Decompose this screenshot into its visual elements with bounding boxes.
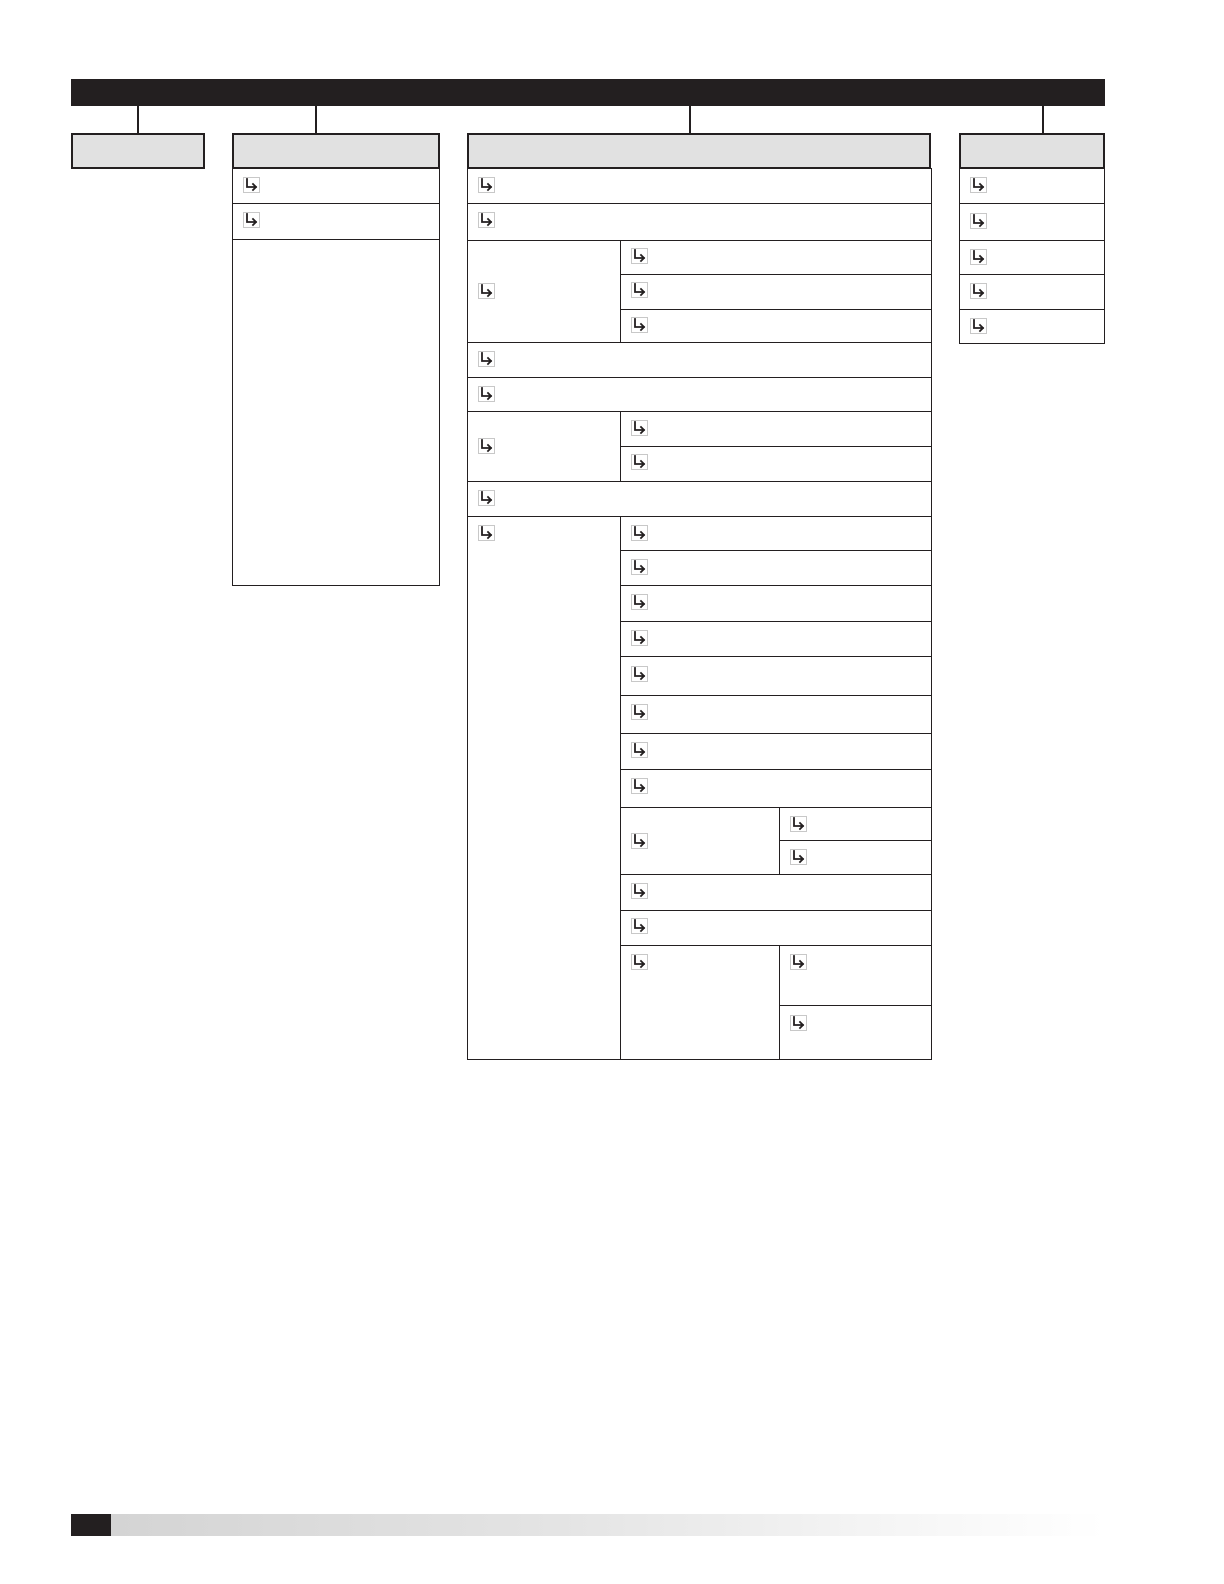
sub-row-divider (620, 910, 932, 911)
footer-gradient-band (111, 1514, 1105, 1536)
row-divider (232, 203, 440, 204)
row-divider (959, 309, 1105, 310)
sub-column-divider (620, 516, 621, 1060)
return-arrow-icon (790, 1015, 807, 1031)
return-arrow-icon (631, 666, 648, 682)
sub-row-divider (620, 945, 932, 946)
return-arrow-icon (478, 283, 495, 299)
menu-tree-top-bar (71, 79, 1105, 106)
column-3-header (467, 133, 931, 169)
sub-row-divider (620, 874, 932, 875)
sub-row-divider (620, 585, 932, 586)
return-arrow-icon (790, 816, 807, 832)
sub-row-divider (620, 621, 932, 622)
row-divider (467, 481, 932, 482)
return-arrow-icon (631, 525, 648, 541)
column-1-header (71, 133, 205, 169)
return-arrow-icon (478, 177, 495, 193)
return-arrow-icon (970, 177, 987, 193)
row-divider (467, 377, 932, 378)
sub-row-divider (620, 550, 932, 551)
column-3-panel (467, 168, 932, 1060)
return-arrow-icon (631, 559, 648, 575)
column-4-header (959, 133, 1105, 169)
return-arrow-icon (631, 742, 648, 758)
sub-sub-column-divider (779, 945, 780, 1060)
return-arrow-icon (478, 351, 495, 367)
sub-row-divider (620, 695, 932, 696)
sub-column-divider (620, 240, 621, 342)
sub-row-divider (620, 769, 932, 770)
return-arrow-icon (631, 833, 648, 849)
return-arrow-icon (478, 525, 495, 541)
sub-row-divider (620, 446, 932, 447)
return-arrow-icon (631, 918, 648, 934)
connector-col-4 (1042, 106, 1044, 133)
return-arrow-icon (631, 454, 648, 470)
sub-row-divider (620, 807, 932, 808)
return-arrow-icon (631, 778, 648, 794)
return-arrow-icon (478, 490, 495, 506)
return-arrow-icon (243, 212, 260, 228)
return-arrow-icon (478, 386, 495, 402)
row-divider (959, 240, 1105, 241)
sub-row-divider (620, 656, 932, 657)
row-divider (467, 342, 932, 343)
return-arrow-icon (970, 249, 987, 265)
row-divider (467, 411, 932, 412)
column-2-header (232, 133, 440, 169)
return-arrow-icon (631, 248, 648, 264)
row-divider (467, 203, 932, 204)
sub-row-divider (620, 309, 932, 310)
return-arrow-icon (970, 283, 987, 299)
row-divider (467, 240, 932, 241)
return-arrow-icon (970, 318, 987, 334)
return-arrow-icon (631, 630, 648, 646)
sub-sub-row-divider (779, 1005, 932, 1006)
column-2-panel (232, 168, 440, 586)
return-arrow-icon (790, 954, 807, 970)
sub-sub-row-divider (779, 840, 932, 841)
return-arrow-icon (631, 594, 648, 610)
return-arrow-icon (790, 849, 807, 865)
connector-col-2 (315, 106, 317, 133)
return-arrow-icon (243, 177, 260, 193)
return-arrow-icon (631, 954, 648, 970)
sub-row-divider (620, 733, 932, 734)
row-divider (467, 516, 932, 517)
connector-col-1 (137, 106, 139, 133)
row-divider (232, 239, 440, 240)
row-divider (959, 274, 1105, 275)
return-arrow-icon (631, 704, 648, 720)
return-arrow-icon (631, 420, 648, 436)
return-arrow-icon (970, 213, 987, 229)
sub-row-divider (620, 274, 932, 275)
return-arrow-icon (478, 438, 495, 454)
row-divider (959, 203, 1105, 204)
return-arrow-icon (631, 883, 648, 899)
return-arrow-icon (631, 282, 648, 298)
return-arrow-icon (631, 317, 648, 333)
footer-page-block (71, 1514, 111, 1536)
connector-col-3 (689, 106, 691, 133)
return-arrow-icon (478, 212, 495, 228)
